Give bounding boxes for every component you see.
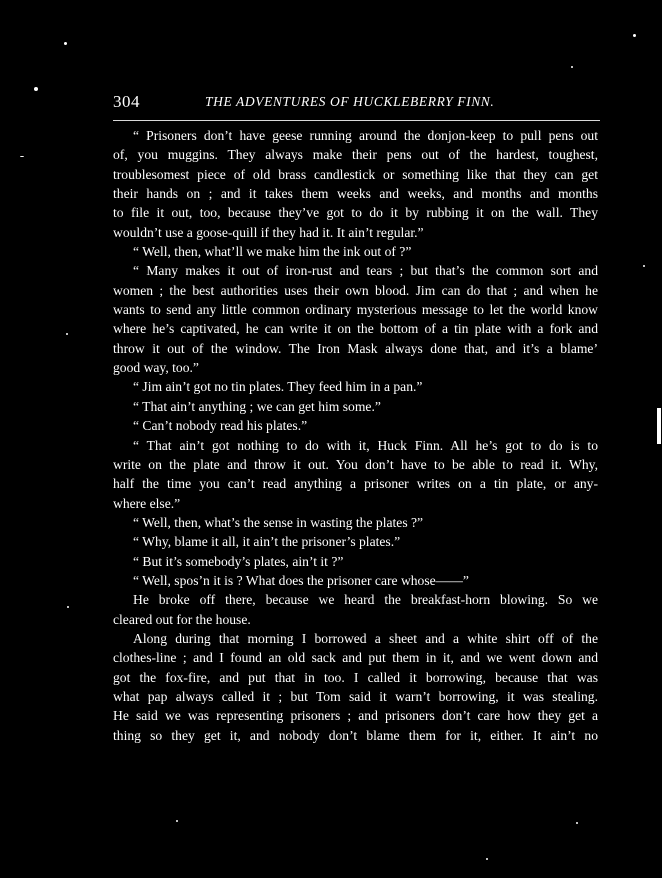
text-line: wouldn’t use a goose-quill if they had it. It ain’t regular.” — [113, 224, 424, 240]
text-line: “ Can’t nobody read his plates.” — [133, 418, 308, 434]
text-line: “ Prisoners don’t have geese running around the donjon-keep to pull pens out — [133, 128, 598, 143]
text-line: got the fox-fire, and put that in too. I called it borrowing, because that was — [113, 669, 598, 685]
running-title: THE ADVENTURES OF HUCKLEBERRY FINN. — [205, 94, 495, 109]
text-line: “ Jim ain’t got no tin plates. They feed him in a pan.” — [133, 379, 423, 395]
scan-speck — [64, 42, 67, 45]
text-line: “ That ain’t anything ; we can get him some.” — [133, 398, 381, 414]
scan-speck — [643, 265, 645, 267]
scan-speck — [571, 66, 573, 68]
text-line: cleared out for the house. — [113, 611, 251, 627]
text-line: of, you muggins. They always make their pens out of the hardest, toughest, — [113, 147, 598, 163]
text-line: He broke off there, because we heard the breakfast-horn blowing. So we — [133, 592, 598, 608]
scan-speck — [67, 606, 69, 608]
header-rule — [113, 120, 600, 121]
text-line: “ Many makes it out of iron-rust and tears ; but that’s the common sort and — [133, 263, 598, 279]
scan-speck — [633, 34, 636, 37]
text-line: clothes-line ; and I found an old sack and put them in it, and we went down and — [113, 650, 598, 666]
scan-speck — [176, 820, 178, 822]
scan-speck — [20, 156, 24, 157]
body-text — [113, 126, 598, 745]
scan-speck — [486, 858, 488, 860]
text-line: He said we was representing prisoners ; and prisoners don’t care how they get a — [113, 708, 598, 724]
text-line: their hands on ; and it takes them weeks and weeks, and months and months — [113, 186, 598, 202]
text-line: troublesomest piece of old brass candlestick or something like that they can get — [113, 166, 598, 182]
text-line: where else.” — [113, 495, 181, 511]
page-header — [113, 92, 600, 116]
text-line: half the time you can’t read anything a prisoner writes on a tin plate, or any- — [113, 476, 598, 492]
text-line: good way, too.” — [113, 360, 199, 376]
text-line: throw it out of the window. The Iron Mask always done that, and it’s a blame’ — [113, 340, 598, 356]
text-line: women ; the best authorities uses their own blood. Jim can do that ; and when he — [113, 282, 598, 298]
scan-speck — [576, 822, 578, 824]
text-line: wants to send any little common ordinary mysterious message to let the world know — [113, 302, 598, 318]
text-line: where he’s captivated, he can write it on the bottom of a tin plate with a fork and — [113, 321, 598, 337]
text-line: “ Well, then, what’s the sense in wasting the plates ?” — [133, 514, 424, 530]
text-line: to file it out, too, because they’ve got to do it by rubbing it on the wall. They — [113, 205, 598, 221]
text-line: thing so they get it, and nobody don’t blame them for it, either. It ain’t no — [113, 727, 598, 743]
text-line: “ Well, spos’n it is ? What does the prisoner care whose——” — [133, 572, 469, 588]
scan-speck — [34, 87, 38, 91]
scan-speck — [657, 408, 661, 444]
text-line: what pap always called it ; but Tom said it warn’t borrowing, it was stealing. — [113, 688, 598, 704]
text-line: “ Well, then, what’ll we make him the ink out of ?” — [133, 244, 412, 260]
text-line: “ Why, blame it all, it ain’t the prisoner’s plates.” — [133, 534, 401, 550]
text-line: “ But it’s somebody’s plates, ain’t it ?” — [133, 553, 344, 569]
text-line: write on the plate and throw it out. You don’t have to be able to read it. Why, — [113, 456, 598, 472]
scan-speck — [66, 333, 68, 335]
text-line: “ That ain’t got nothing to do with it, Huck Finn. All he’s got to do is to — [133, 437, 598, 453]
text-line: Along during that morning I borrowed a sheet and a white shirt off of the — [133, 630, 598, 646]
page-number: 304 — [113, 92, 140, 111]
